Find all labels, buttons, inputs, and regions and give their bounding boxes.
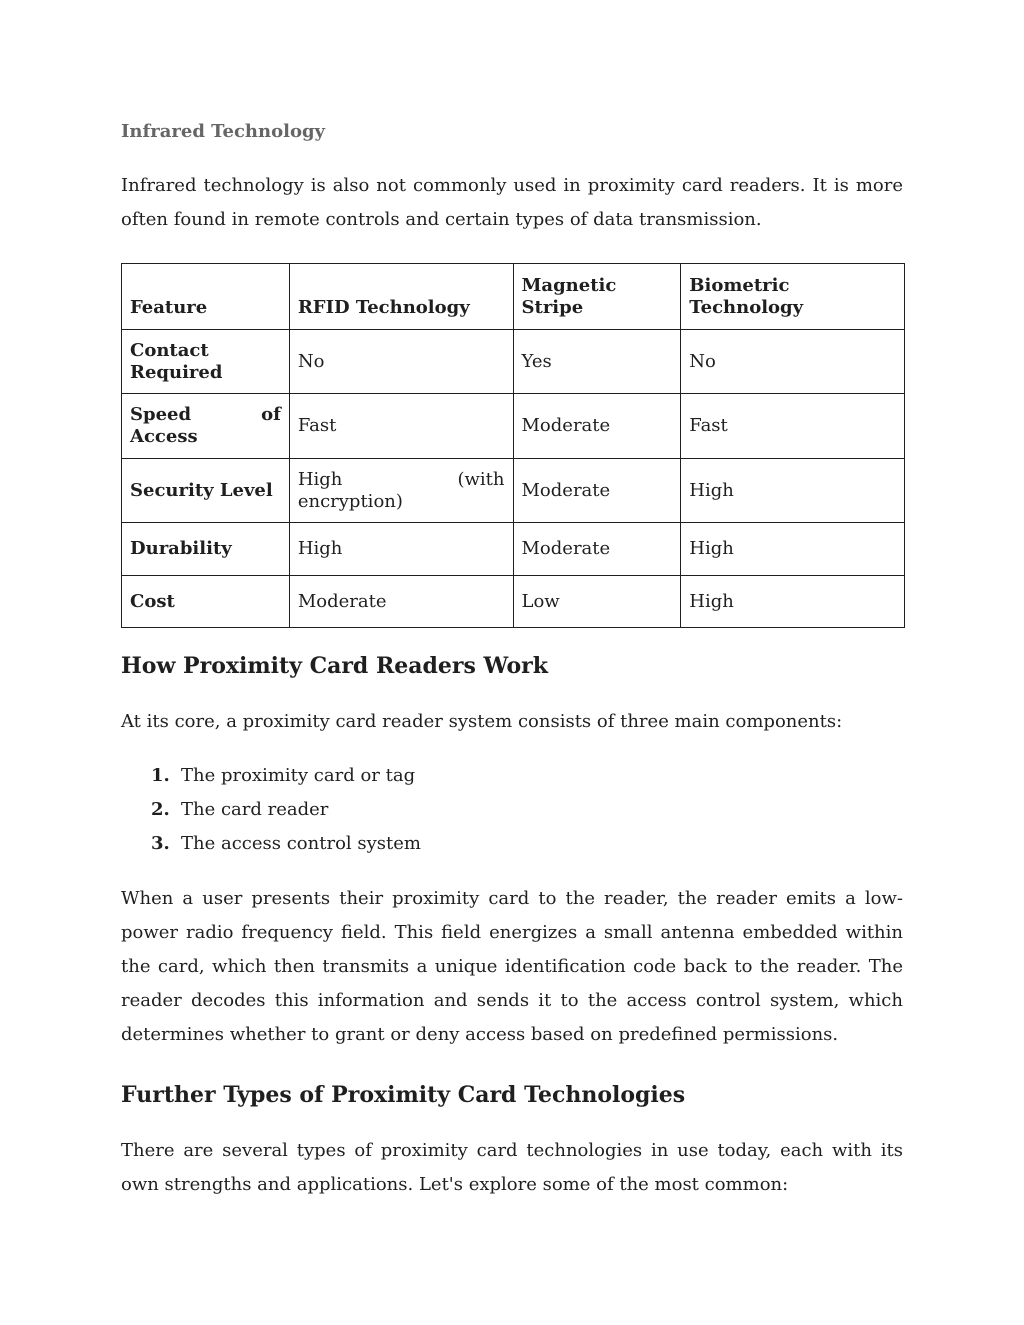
table-cell: Fast <box>289 394 513 459</box>
table-row-label: Speed of Access <box>122 394 290 459</box>
table-row-label: Cost <box>122 576 290 628</box>
further-types-paragraph: There are several types of proximity card technologies in use today, each with its own strengths and applications. Let's explore some of the most common: <box>121 1140 903 1195</box>
infrared-heading: Infrared Technology <box>121 121 325 142</box>
table-header-row <box>122 264 905 330</box>
table-cell: High <box>289 523 513 576</box>
infrared-paragraph: Infrared technology is also not commonly used in proximity card readers. It is more often found in remote controls and certain types of data transmission. <box>121 175 903 230</box>
table-cell: High (with encryption) <box>289 459 513 523</box>
table-cell: High <box>681 576 905 628</box>
further-types-heading: Further Types of Proximity Card Technologies <box>121 1082 686 1108</box>
table-row <box>122 523 905 576</box>
how-it-works-intro: At its core, a proximity card reader system consists of three main components: <box>121 711 843 732</box>
table-cell: Moderate <box>513 459 681 523</box>
table-cell: Low <box>513 576 681 628</box>
how-it-works-body: When a user presents their proximity card to the reader, the reader emits a low-power radio frequency field. This field energizes a small antenna embedded within the card, which then transmits a unique identification code back to the reader. The reader decodes this information and sends it to the access control system, which determines whether to grant or deny access based on predefined permissions. <box>121 888 903 1045</box>
table-cell: Moderate <box>513 394 681 459</box>
table-row-label: Security Level <box>122 459 290 523</box>
table-cell: Moderate <box>289 576 513 628</box>
list-number: 3. <box>151 833 170 854</box>
list-item-text: The access control system <box>181 833 421 854</box>
table-cell: Moderate <box>513 523 681 576</box>
comparison-table <box>121 263 905 628</box>
list-number: 1. <box>151 765 170 786</box>
table-row-label: Durability <box>122 523 290 576</box>
table-row <box>122 576 905 628</box>
table-cell: High <box>681 523 905 576</box>
table-cell: No <box>289 330 513 394</box>
table-row-label: Contact Required <box>122 330 290 394</box>
list-item <box>121 793 421 827</box>
list-item-text: The card reader <box>181 799 329 820</box>
table-cell: Yes <box>513 330 681 394</box>
table-header-cell: Feature <box>122 264 290 330</box>
table-cell: No <box>681 330 905 394</box>
table-row <box>122 330 905 394</box>
table-header-cell: Biometric Technology <box>681 264 905 330</box>
list-item <box>121 759 421 793</box>
list-item <box>121 827 421 861</box>
list-number: 2. <box>151 799 170 820</box>
list-item-text: The proximity card or tag <box>181 765 416 786</box>
table-row <box>122 459 905 523</box>
table-row <box>122 394 905 459</box>
table-cell: Fast <box>681 394 905 459</box>
table-cell: High <box>681 459 905 523</box>
table-header-cell: Magnetic Stripe <box>513 264 681 330</box>
components-list <box>121 759 421 861</box>
table-header-cell: RFID Technology <box>289 264 513 330</box>
how-it-works-heading: How Proximity Card Readers Work <box>121 653 548 679</box>
